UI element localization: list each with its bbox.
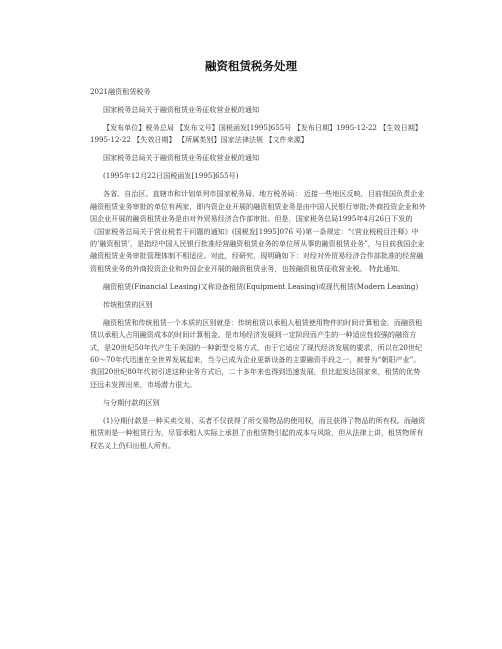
paragraph-body-1: 各省、自治区、直辖市和计划单列市国家税务局、地方税务局： 近接一些地区反映，目前我国负责企业融资租赁业务审批的单位有两家，即内资企业开展的融资租赁业务是由中国人民银行审批;外商投资企业和外国企业开展的融资租赁业务是由对外贸易经济合作部审批。但是，国家税务总局1995年4月26日下发的《国家税务总局关于营业税若干问题的通知》(国税发[1995]076 号)第一条规定：“《营业税税目注释》中的‘融资租赁’，是指经中国人民银行批准经营融资租赁业务的单位所从事的融资租赁业务”，与目前我国企业融资租赁业务审批管理体制不相适应。对此，经研究，现明确如下：对经对外贸易经济合作部批准的经营融资租赁业务的外商投资企业和外国企业开展的融资租赁业务，也按融资租赁征收营业税。 特此通知。 [90, 189, 426, 273]
paragraph-date: (1995年12月22日国税函发[1995]655号) [103, 171, 239, 181]
paragraph-notice-name: 国家税务总局关于融资租赁业务征收营业税的通知 [103, 105, 260, 114]
paragraph-body-3: (1)分期付款是一种买卖交易，买者不仅获得了所交易物品的使用权，而且获得了物品的所有权。而融资租赁则是一种租赁行为，尽管承租人实际上承担了由租赁物引起的成本与风险，但从法律上讲，租赁物所有权名义上仍归出租人所有。 [90, 415, 426, 450]
document-body [90, 86, 426, 458]
paragraph-body-2: 融资租赁和传统租赁一个本质的区别就是：传统租赁以承租人租赁使用物件的时间计算租金，而融资租赁以承租人占用融资成本的时间计算租金。是市场经济发展到一定阶段而产生的一种适应性较强的融资方式，是20世纪50年代产生于美国的一种新型交易方式，由于它适应了现代经济发展的要求，所以在20世纪60～70年代迅速在全世界发展起来，当今已成为企业更新设备的主要融资手段之一，被誉为“朝阳产业”。我国20世纪80年代初引进这种业务方式后，二十多年来也得到迅速发展，但比起发达国家来，租赁的优势还远未发挥出来，市场潜力很大。 [90, 317, 423, 389]
paragraph-definition: 融资租赁(Financial Leasing)又称设备租赁(Equipment Leasing)或现代租赁(Modern Leasing) [103, 281, 419, 291]
paragraph-subtitle: 2021融资租赁税务 [90, 87, 151, 96]
paragraph-meta: 【发布单位】税务总局 【发布文号】国税函发[1995]655号 【发布日期】1995-12-22 【生效日期】1995-12-22 【失效日期】 【所属类别】国家法律法规 【文件来源】 [90, 123, 422, 145]
paragraph-heading-installment: 与分期付款的区别 [103, 397, 160, 407]
document-title: 融资租赁税务处理 [205, 59, 297, 73]
paragraph-heading-traditional: 传统租赁的区别 [103, 299, 153, 309]
paragraph-notice-name-2: 国家税务总局关于融资租赁业务征收营业税的通知 [103, 153, 260, 163]
